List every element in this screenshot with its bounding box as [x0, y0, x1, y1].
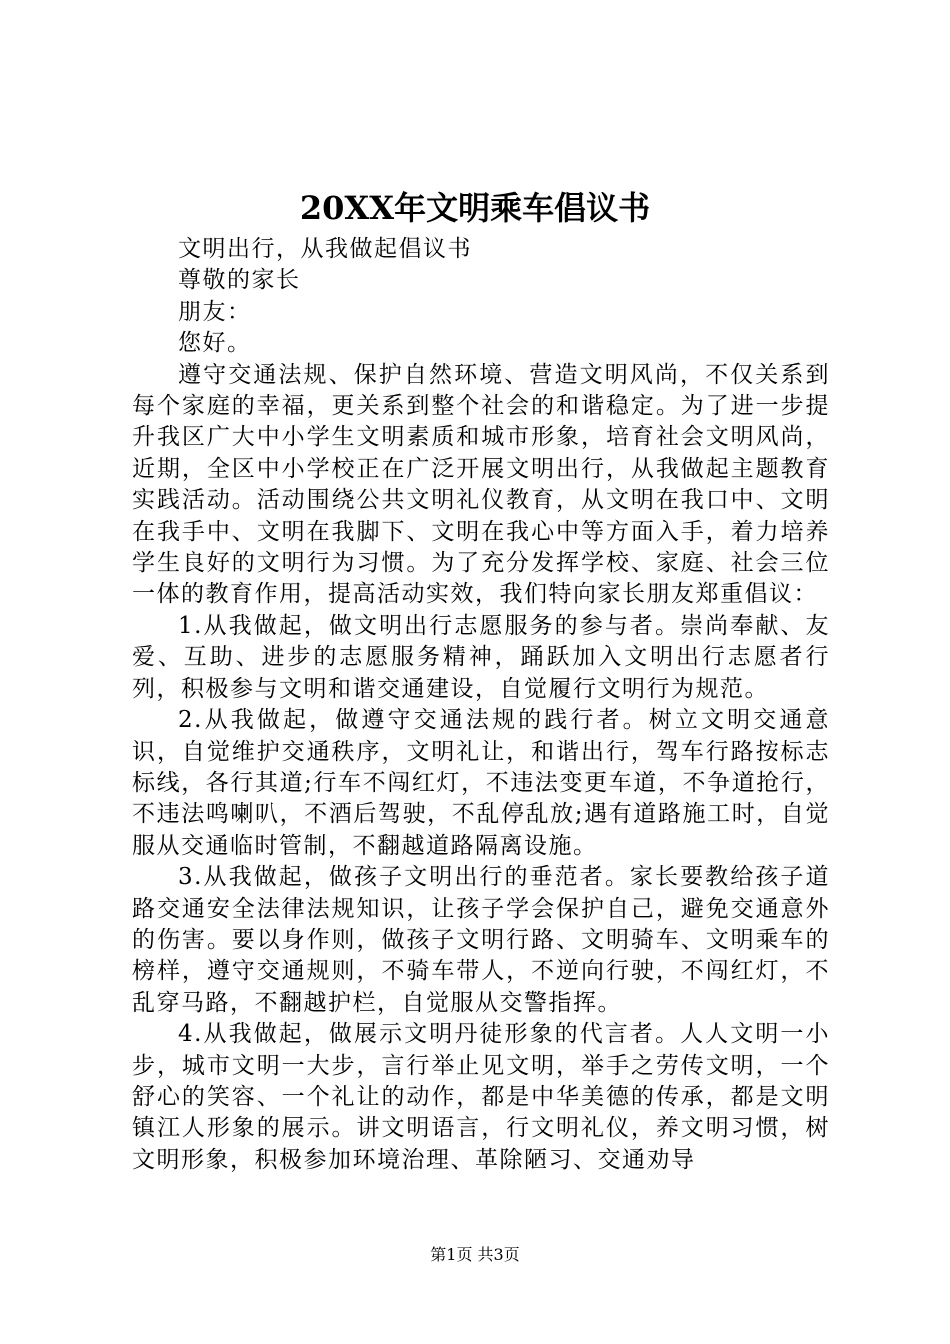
document-title: 20XX年文明乘车倡议书: [299, 189, 651, 227]
paragraph-item-1: 1.从我做起，做文明出行志愿服务的参与者。崇尚奉献、友爱、互助、进步的志愿服务精神，踊跃加入文明出行志愿者行列，积极参与文明和谐交通建设，自觉履行文明行为规范。: [132, 612, 830, 702]
paragraph-item-2: 2.从我做起，做遵守交通法规的践行者。树立文明交通意识，自觉维护交通秩序，文明礼让，和谐出行，驾车行路按标志标线，各行其道;行车不闯红灯，不违法变更车道，不争道抢行，不违法鸣喇叭，不酒后驾驶，不乱停乱放;遇有道路施工时，自觉服从交通临时管制，不翻越道路隔离设施。: [132, 707, 830, 859]
paragraph-salutation-cont: 朋友：: [178, 298, 252, 325]
paragraph-intro: 遵守交通法规、保护自然环境、营造文明风尚，不仅关系到每个家庭的幸福，更关系到整个社会的和谐稳定。为了进一步提升我区广大中小学生文明素质和城市形象，培育社会文明风尚，近期，全区中小学校正在广泛开展文明出行，从我做起主题教育实践活动。活动围绕公共文明礼仪教育，从文明在我口中、文明在我手中、文明在我脚下、文明在我心中等方面入手，着力培养学生良好的文明行为习惯。为了充分发挥学校、家庭、社会三位一体的教育作用，提高活动实效，我们特向家长朋友郑重倡议：: [132, 361, 830, 608]
document-body: [132, 234, 830, 1176]
paragraph-item-4: 4.从我做起，做展示文明丹徒形象的代言者。人人文明一小步，城市文明一大步，言行举止见文明，举手之劳传文明，一个舒心的笑容、一个礼让的动作，都是中华美德的传承，都是文明镇江人形象的展示。讲文明语言，行文明礼仪，养文明习惯，树文明形象，积极参加环境治理、革除陋习、交通劝导: [132, 1021, 830, 1173]
paragraph-item-3: 3.从我做起，做孩子文明出行的垂范者。家长要教给孩子道路交通安全法律法规知识，让孩子学会保护自己，避免交通意外的伤害。要以身作则，做孩子文明行路、文明骑车、文明乘车的榜样，遵守交通规则，不骑车带人，不逆向行驶，不闯红灯，不乱穿马路，不翻越护栏，自觉服从交警指挥。: [132, 864, 830, 1016]
paragraph-heading: 文明出行，从我做起倡议书: [178, 236, 472, 262]
paragraph-salutation: 尊敬的家长: [178, 267, 301, 294]
page-footer: 第1页 共3页: [430, 1245, 520, 1264]
paragraph-greeting: 您好。: [178, 330, 252, 357]
